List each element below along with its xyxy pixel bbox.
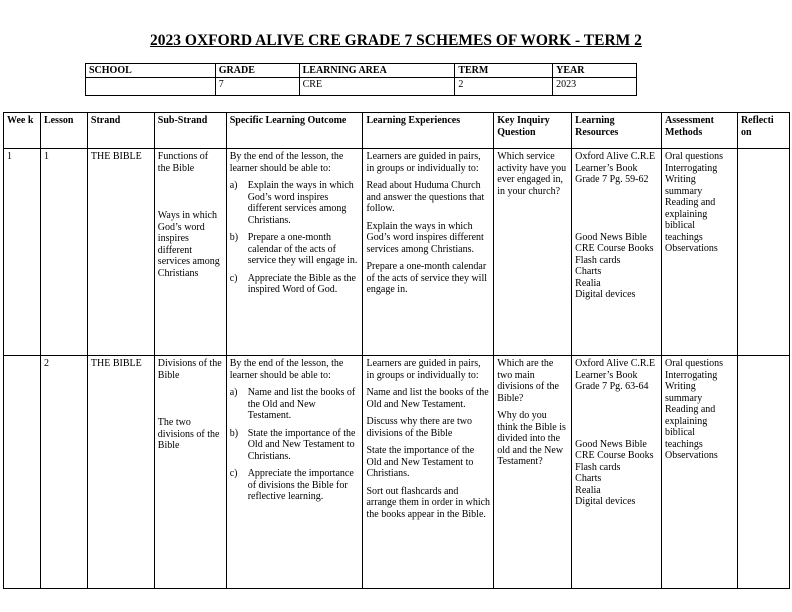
spacer: [575, 393, 658, 439]
table-row: [4, 149, 790, 356]
outcome-intro: By the end of the lesson, the learner should be able to:: [229, 358, 344, 381]
week-cell: [4, 356, 41, 589]
reflection-cell: [737, 356, 789, 589]
outcome-item: [230, 273, 360, 296]
resource-item: Digital devices: [575, 289, 636, 300]
column-header: Sub-Strand: [154, 113, 226, 149]
outcome-marker: b): [229, 427, 239, 439]
info-header-grade: GRADE: [215, 64, 299, 78]
resource-item: Realia: [575, 484, 601, 496]
resource-item: CRE Course Books: [575, 243, 654, 254]
inquiry-cell: [494, 149, 572, 356]
outcome-cell: [226, 356, 363, 589]
outcome-text: Explain the ways in which God’s word inspires different services among Christians.: [247, 180, 354, 226]
assessment-item: Observations: [665, 450, 718, 461]
table-row: [4, 356, 790, 589]
resource-item: CRE Course Books: [575, 450, 654, 461]
experience-item: Read about Huduma Church and answer the questions that follow.: [366, 180, 485, 214]
assessment-cell: [662, 149, 738, 356]
spacer: [158, 174, 223, 210]
column-header: Strand: [87, 113, 154, 149]
info-learning-area: CRE: [299, 78, 455, 96]
experience-item: Learners are guided in pairs, in groups or individually to:: [366, 151, 481, 174]
outcome-text: Prepare a one-month calendar of the acts of service they will engage in.: [247, 232, 358, 266]
assessment-item: Observations: [665, 243, 718, 254]
experiences-cell: [363, 149, 494, 356]
experience-item: Sort out flashcards and arrange them in order in which the books appear in the Bible.: [366, 485, 491, 520]
outcome-item: [230, 180, 360, 226]
substrand-main: Divisions of the Bible: [157, 358, 222, 381]
spacer: [158, 381, 223, 417]
column-header: Learning Experiences: [363, 113, 494, 149]
info-year: 2023: [553, 78, 637, 96]
outcome-text: Name and list the books of the Old and New Testament.: [247, 387, 356, 421]
column-header: Learning Resources: [572, 113, 662, 149]
assessment-item: Reading and explaining biblical teachings: [665, 197, 716, 243]
info-header-learning-area: LEARNING AREA: [299, 64, 455, 78]
experience-item: Explain the ways in which God’s word inspires different services among Christians.: [366, 220, 484, 255]
lesson-cell: 1: [40, 149, 87, 356]
experience-item: Learners are guided in pairs, in groups or individually to:: [366, 358, 481, 381]
resource-item: Charts: [575, 266, 602, 277]
lesson-cell: 2: [40, 356, 87, 589]
resource-item: Flash cards: [575, 254, 621, 266]
substrand-cell: [154, 356, 226, 589]
resource-item: Good News Bible: [575, 438, 647, 450]
info-table: [85, 63, 637, 96]
outcome-cell: [226, 149, 363, 356]
outcome-item: [230, 468, 360, 503]
outcome-list: [230, 387, 360, 503]
experience-item: Prepare a one-month calendar of the acts of service they will engage in.: [366, 261, 487, 295]
resources-cell: [572, 149, 662, 356]
column-header: Specific Learning Outcome: [226, 113, 363, 149]
info-grade: 7: [215, 78, 299, 96]
page-title: 2023 OXFORD ALIVE CRE GRADE 7 SCHEMES OF WORK - TERM 2: [150, 32, 642, 49]
week-cell: 1: [4, 149, 41, 356]
outcome-item: [230, 428, 360, 463]
outcome-marker: b): [229, 232, 239, 243]
info-header-school: SCHOOL: [86, 64, 216, 78]
outcome-marker: a): [229, 387, 238, 398]
resource-book: Oxford Alive C.R.E Learner’s Book Grade 7 Pg. 63-64: [575, 358, 656, 392]
assessment-item: Interrogating: [665, 162, 718, 174]
strand-cell: THE BIBLE: [87, 149, 154, 356]
column-header: Wee k: [4, 113, 41, 149]
outcome-item: [230, 387, 360, 422]
assessment-item: Writing summary: [665, 174, 703, 197]
assessment-item: Reading and explaining biblical teachings: [665, 404, 716, 450]
experience-item: Name and list the books of the Old and New Testament.: [366, 387, 489, 410]
substrand-sub: Ways in which God’s word inspires different services among Christians: [157, 210, 220, 279]
substrand-main: Functions of the Bible: [157, 151, 209, 174]
inquiry-question: Which service activity have you ever engaged in, in your church?: [497, 151, 567, 197]
inquiry-question: Why do you think the Bible is divided into the old and the New Testament?: [497, 410, 566, 467]
info-header-term: TERM: [455, 64, 553, 78]
experiences-cell: [363, 356, 494, 589]
column-header: Reflecti on: [737, 113, 789, 149]
assessment-item: Oral questions: [665, 151, 724, 162]
assessment-item: Interrogating: [665, 369, 718, 381]
column-header: Assessment Methods: [662, 113, 738, 149]
info-school: [86, 78, 216, 96]
resource-item: Digital devices: [575, 496, 636, 507]
spacer: [575, 186, 658, 232]
outcome-list: [230, 180, 360, 296]
inquiry-cell: [494, 356, 572, 589]
column-header: Key Inquiry Question: [494, 113, 572, 149]
info-term: 2: [455, 78, 553, 96]
experience-item: Discuss why there are two divisions of the Bible: [366, 416, 473, 439]
assessment-item: Oral questions: [665, 358, 724, 369]
outcome-marker: c): [229, 272, 238, 284]
outcome-item: [230, 232, 360, 267]
outcome-marker: a): [229, 180, 238, 191]
reflection-cell: [737, 149, 789, 356]
schemes-table: [3, 112, 790, 589]
experience-item: State the importance of the Old and New Testament to Christians.: [366, 445, 475, 479]
outcome-marker: c): [229, 468, 238, 479]
assessment-cell: [662, 356, 738, 589]
outcome-text: State the importance of the Old and New Testament to Christians.: [247, 427, 356, 462]
substrand-cell: [154, 149, 226, 356]
strand-cell: THE BIBLE: [87, 356, 154, 589]
resource-item: Good News Bible: [575, 231, 647, 243]
resource-item: Realia: [575, 277, 601, 289]
resource-item: Charts: [575, 473, 602, 484]
resources-cell: [572, 356, 662, 589]
outcome-text: Appreciate the Bible as the inspired Word of God.: [247, 272, 356, 295]
resource-book: Oxford Alive C.R.E Learner’s Book Grade 7 Pg. 59-62: [575, 151, 656, 185]
assessment-item: Writing summary: [665, 381, 703, 404]
substrand-sub: The two divisions of the Bible: [157, 417, 220, 451]
outcome-intro: By the end of the lesson, the learner should be able to:: [229, 151, 344, 174]
outcome-text: Appreciate the importance of divisions the Bible for reflective learning.: [247, 468, 354, 502]
resource-item: Flash cards: [575, 461, 621, 473]
column-header: Lesson: [40, 113, 87, 149]
info-header-year: YEAR: [553, 64, 637, 78]
inquiry-question: Which are the two main divisions of the Bible?: [497, 358, 559, 404]
